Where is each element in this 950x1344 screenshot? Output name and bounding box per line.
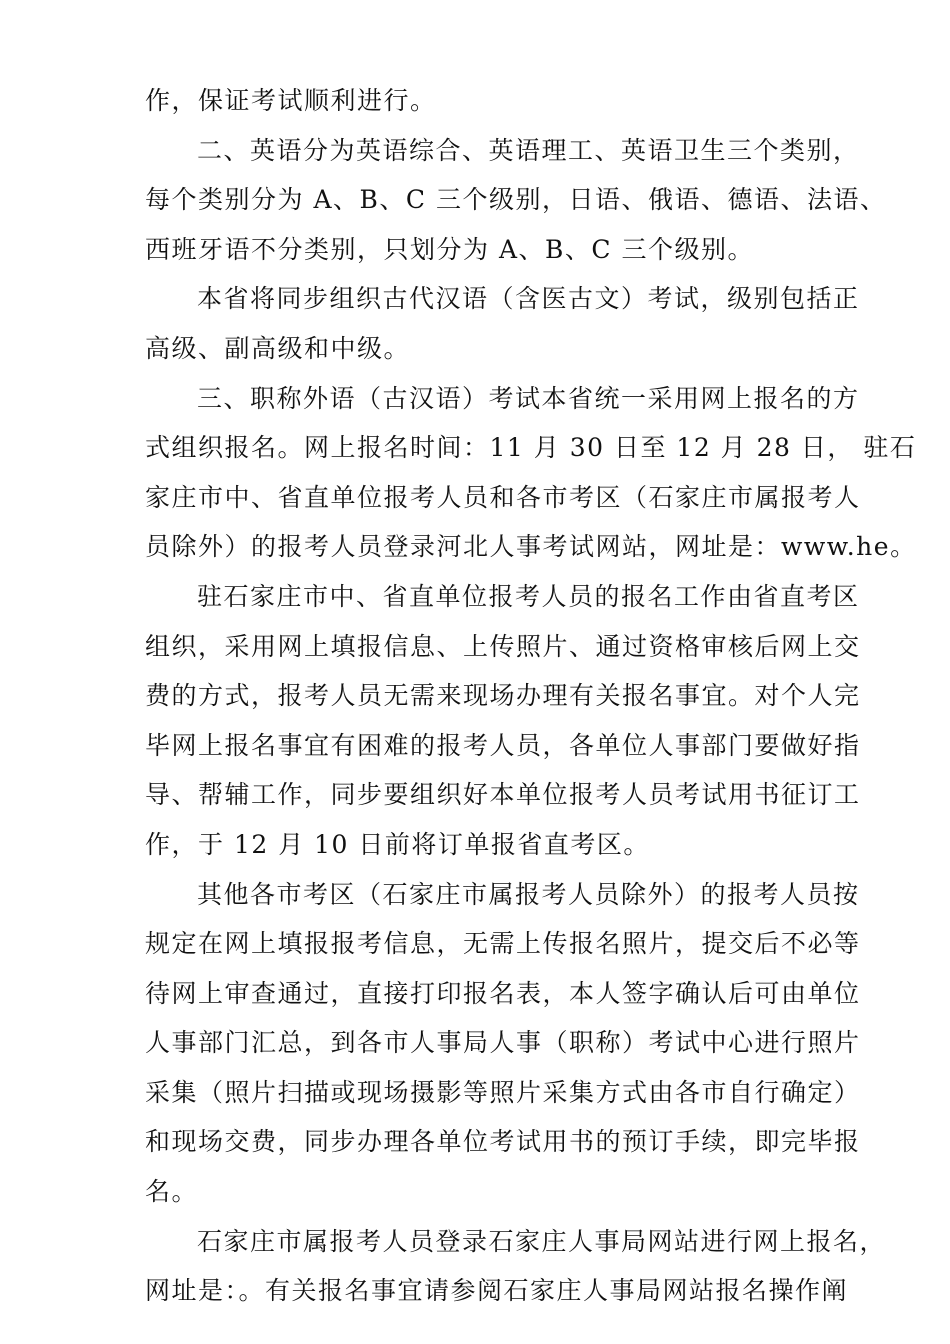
text-line: 西班牙语不分类别，只划分为 A、B、C 三个级别。	[145, 234, 754, 264]
document-body	[145, 76, 917, 1316]
text-line: 员除外）的报考人员登录河北人事考试网站，网址是：www.he。	[145, 532, 917, 562]
text-line: 采集（照片扫描或现场摄影等照片采集方式由各市自行确定）	[145, 1077, 861, 1107]
text-line: 本省将同步组织古代汉语（含医古文）考试，级别包括正	[197, 284, 860, 314]
text-line: 高级、副高级和中级。	[145, 333, 411, 363]
text-line: 网址是：。有关报名事宜请参阅石家庄人事局网站报名操作阐	[145, 1276, 849, 1306]
text-line: 石家庄市属报考人员登录石家庄人事局网站进行网上报名，	[197, 1226, 887, 1256]
text-line: 人事部门汇总，到各市人事局人事（职称）考试中心进行照片	[145, 1028, 861, 1058]
text-line: 式组织报名。网上报名时间：11 月 30 日至 12 月 28 日， 驻石	[145, 433, 917, 463]
text-line: 毕网上报名事宜有困难的报考人员，各单位人事部门要做好指	[145, 730, 861, 760]
text-line: 规定在网上填报报考信息，无需上传报名照片，提交后不必等	[145, 929, 861, 959]
text-line: 导、帮辅工作，同步要组织好本单位报考人员考试用书征订工	[145, 780, 861, 810]
text-line: 名。	[145, 1177, 199, 1207]
text-line: 待网上审查通过，直接打印报名表，本人签字确认后可由单位	[145, 978, 861, 1008]
text-line: 驻石家庄市中、省直单位报考人员的报名工作由省直考区	[197, 581, 860, 611]
text-line: 二、英语分为英语综合、英语理工、英语卫生三个类别，	[197, 135, 860, 165]
text-line: 费的方式，报考人员无需来现场办理有关报名事宜。对个人完	[145, 681, 861, 711]
text-line: 每个类别分为 A、B、C 三个级别，日语、俄语、德语、法语、	[145, 185, 887, 215]
text-line: 组织，采用网上填报信息、上传照片、通过资格审核后网上交	[145, 631, 861, 661]
text-line: 家庄市中、省直单位报考人员和各市考区（石家庄市属报考人	[145, 482, 861, 512]
text-line: 和现场交费，同步办理各单位考试用书的预订手续，即完毕报	[145, 1127, 861, 1157]
text-line: 其他各市考区（石家庄市属报考人员除外）的报考人员按	[197, 879, 860, 909]
text-line: 作，于 12 月 10 日前将订单报省直考区。	[145, 829, 650, 859]
text-line: 三、职称外语（古汉语）考试本省统一采用网上报名的方	[197, 383, 860, 413]
text-line: 作，保证考试顺利进行。	[145, 86, 437, 115]
